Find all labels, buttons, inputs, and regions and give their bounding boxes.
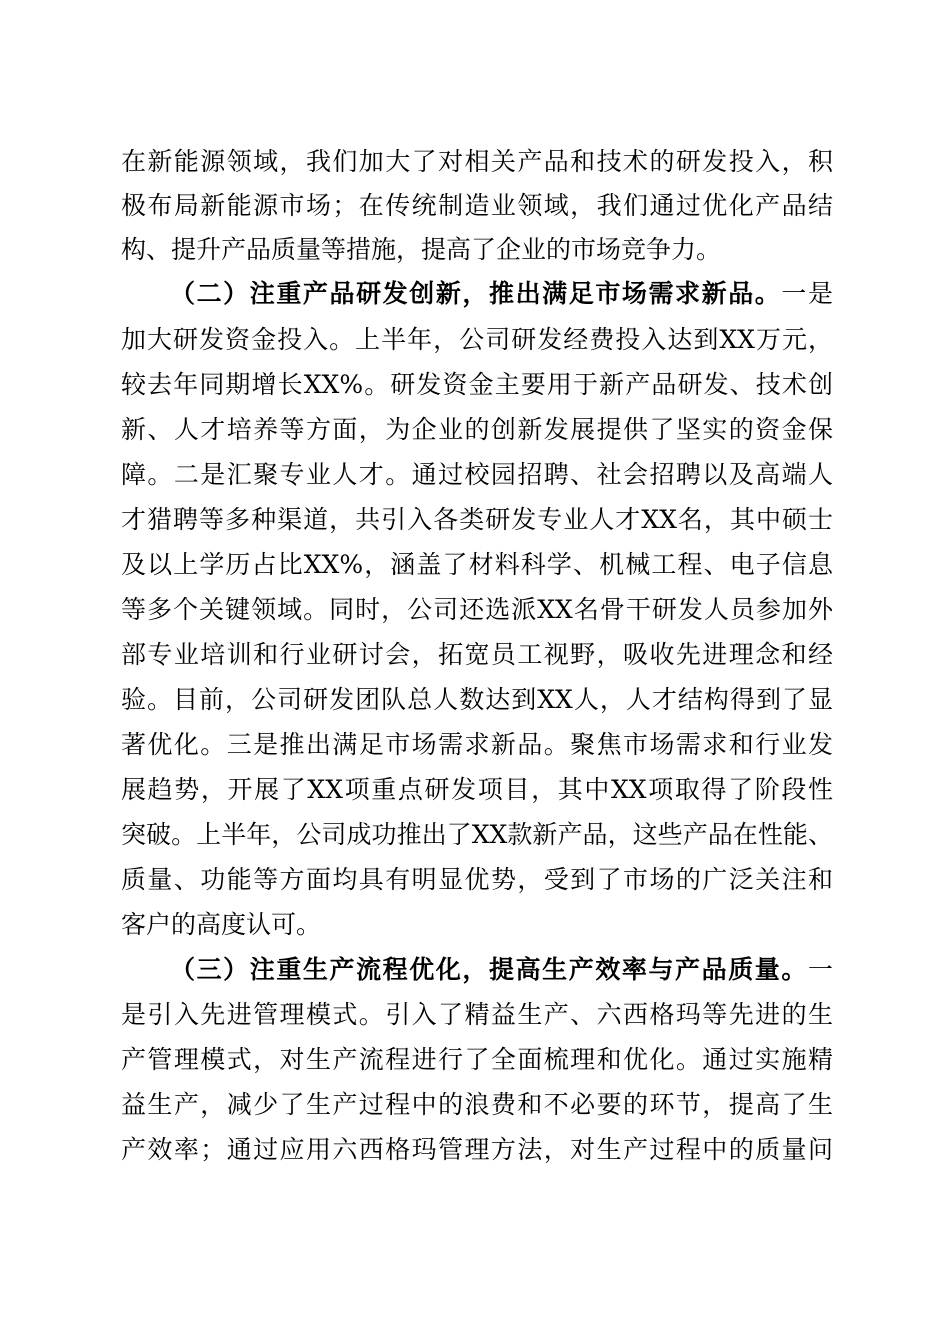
paragraph-line: 才猎聘等多种渠道，共引入各类研发专业人才XX名，其中硕士 xyxy=(121,505,833,534)
paragraph-line: 在新能源领域，我们加大了对相关产品和技术的研发投入，积 xyxy=(121,147,833,176)
paragraph-line: 部专业培训和行业研讨会，拓宽员工视野，吸收先进理念和经 xyxy=(121,640,833,669)
paragraph-line: 产效率；通过应用六西格玛管理方法，对生产过程中的质量问 xyxy=(121,1135,833,1164)
paragraph-line: 及以上学历占比XX%，涵盖了材料科学、机械工程、电子信息 xyxy=(121,550,833,579)
paragraph-line: 新、人才培养等方面，为企业的创新发展提供了坚实的资金保 xyxy=(121,415,833,444)
paragraph-line: 著优化。三是推出满足市场需求新品。聚焦市场需求和行业发 xyxy=(121,730,833,759)
section-heading-line xyxy=(170,274,833,314)
paragraph-line: 质量、功能等方面均具有明显优势，受到了市场的广泛关注和 xyxy=(121,865,833,894)
paragraph-line: 极布局新能源市场；在传统制造业领域，我们通过优化产品结 xyxy=(121,191,833,220)
section-heading: （三）注重生产流程优化，提高生产效率与产品质量。 xyxy=(170,955,808,984)
paragraph-text: 一是 xyxy=(781,279,833,308)
paragraph-line: 益生产，减少了生产过程中的浪费和不必要的环节，提高了生 xyxy=(121,1090,833,1119)
paragraph-line: 加大研发资金投入。上半年，公司研发经费投入达到XX万元， xyxy=(121,325,833,354)
paragraph-line: 产管理模式，对生产流程进行了全面梳理和优化。通过实施精 xyxy=(121,1045,833,1074)
paragraph-line: 客户的高度认可。 xyxy=(121,910,322,939)
paragraph-line: 等多个关键领域。同时，公司还选派XX名骨干研发人员参加外 xyxy=(121,595,833,624)
paragraph-line: 较去年同期增长XX%。研发资金主要用于新产品研发、技术创 xyxy=(121,370,833,399)
paragraph-line: 突破。上半年，公司成功推出了XX款新产品，这些产品在性能、 xyxy=(121,820,833,849)
paragraph-line: 构、提升产品质量等措施，提高了企业的市场竞争力。 xyxy=(121,235,722,264)
paragraph-line: 验。目前，公司研发团队总人数达到XX人，人才结构得到了显 xyxy=(121,685,833,714)
section-heading-line xyxy=(170,950,833,990)
paragraph-text: 一 xyxy=(807,955,833,984)
paragraph-line: 展趋势，开展了XX项重点研发项目，其中XX项取得了阶段性 xyxy=(121,775,833,804)
section-heading: （二）注重产品研发创新，推出满足市场需求新品。 xyxy=(170,279,782,308)
paragraph-line: 障。二是汇聚专业人才。通过校园招聘、社会招聘以及高端人 xyxy=(121,460,833,489)
paragraph-line: 是引入先进管理模式。引入了精益生产、六西格玛等先进的生 xyxy=(121,1000,833,1029)
